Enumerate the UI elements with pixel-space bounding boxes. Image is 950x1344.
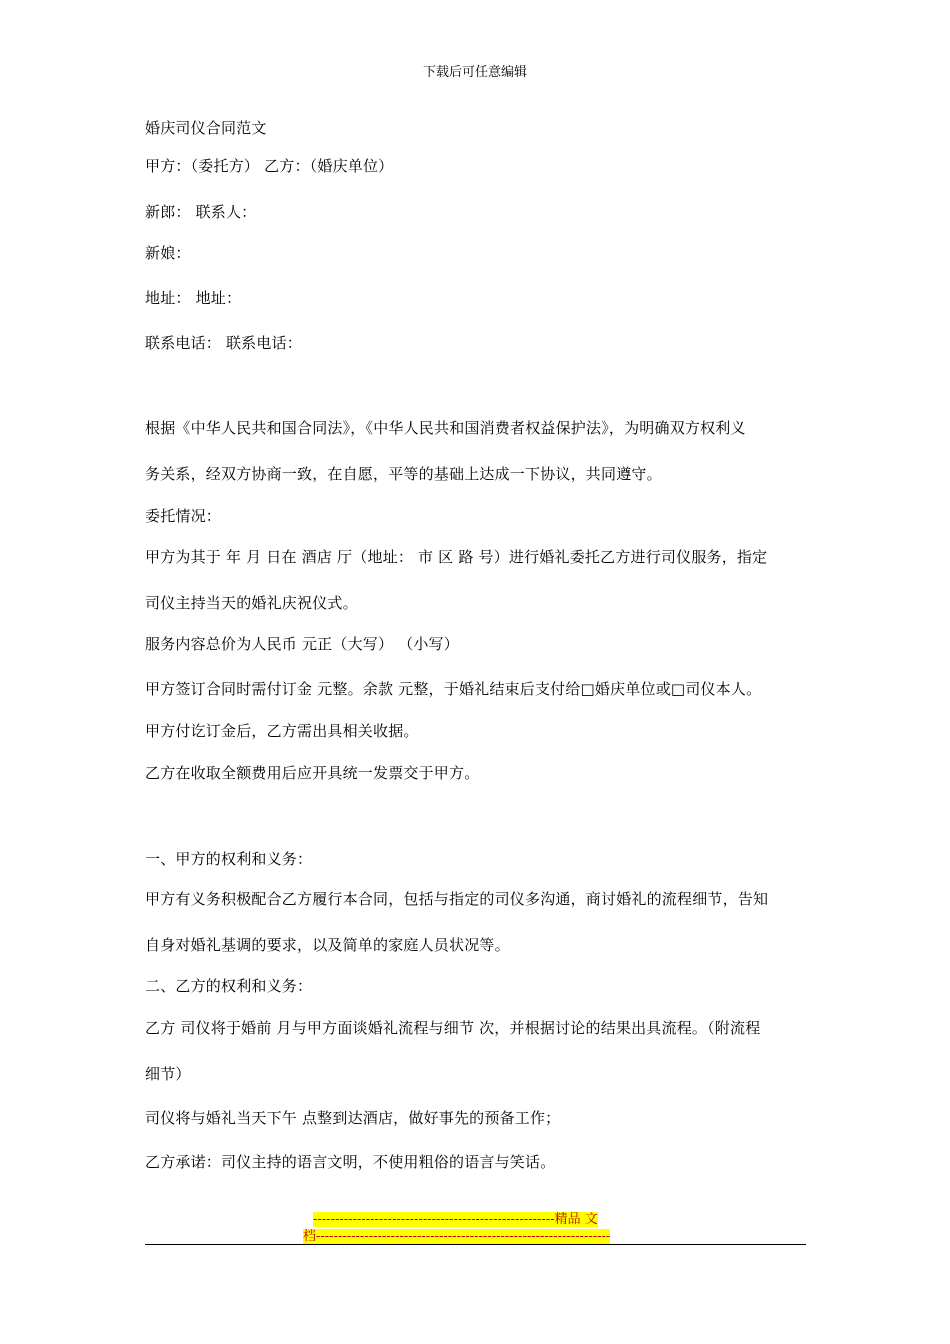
footer-divider — [145, 1244, 806, 1245]
address-line: 地址： 地址： — [145, 289, 242, 307]
receipt-line: 甲方付讫订金后，乙方需出具相关收据。 — [145, 722, 419, 740]
party-b-line-2: 细节） — [145, 1065, 191, 1083]
footer-watermark-line-2: 档------------------------------------------------------------------- — [303, 1229, 611, 1244]
section-heading-party-a: 一、甲方的权利和义务： — [145, 850, 313, 868]
preamble-line-1: 根据《中华人民共和国合同法》，《中华人民共和国消费者权益保护法》，为明确双方权利义 — [145, 419, 746, 437]
party-b-line-1: 乙方 司仪将于婚前 月与甲方面谈婚礼流程与细节 次，并根据讨论的结果出具流程。（附流程 — [145, 1019, 761, 1037]
footer-watermark — [303, 1211, 648, 1245]
party-b-line-3: 司仪将与婚礼当天下午 点整到达酒店，做好事先的预备工作； — [145, 1109, 561, 1127]
invoice-line: 乙方在收取全额费用后应开具统一发票交于甲方。 — [145, 764, 480, 782]
section-heading-commission: 委托情况： — [145, 507, 222, 525]
bride-line: 新娘： — [145, 244, 191, 262]
footer-watermark-line-1: -------------------------------------------------------精品 文 — [313, 1212, 598, 1227]
preamble-line-2: 务关系，经双方协商一致，在自愿，平等的基础上达成一下协议，共同遵守。 — [145, 465, 662, 483]
parties-line: 甲方：（委托方） 乙方：（婚庆单位） — [145, 157, 394, 175]
party-a-line-1: 甲方有义务积极配合乙方履行本合同，包括与指定的司仪多沟通，商讨婚礼的流程细节，告知 — [145, 890, 769, 908]
commission-line-1: 甲方为其于 年 月 日在 酒店 厅（地址： 市 区 路 号）进行婚礼委托乙方进行司仪服务，指定 — [145, 548, 768, 566]
page-header-note: 下载后可任意编辑 — [422, 65, 527, 80]
phone-line: 联系电话： 联系电话： — [145, 334, 302, 352]
price-line: 服务内容总价为人民币 元正（大写） （小写） — [145, 635, 459, 653]
party-a-line-2: 自身对婚礼基调的要求，以及简单的家庭人员状况等。 — [145, 936, 510, 954]
deposit-line: 甲方签订合同时需付订金 元整。余款 元整，于婚礼结束后支付给□婚庆单位或□司仪本人。 — [145, 680, 762, 698]
groom-contact-line: 新郎： 联系人： — [145, 203, 257, 221]
section-heading-party-b: 二、乙方的权利和义务： — [145, 977, 313, 995]
document-title: 婚庆司仪合同范文 — [145, 119, 267, 137]
commission-line-2: 司仪主持当天的婚礼庆祝仪式。 — [145, 594, 358, 612]
party-b-line-4: 乙方承诺：司仪主持的语言文明，不使用粗俗的语言与笑话。 — [145, 1153, 556, 1171]
